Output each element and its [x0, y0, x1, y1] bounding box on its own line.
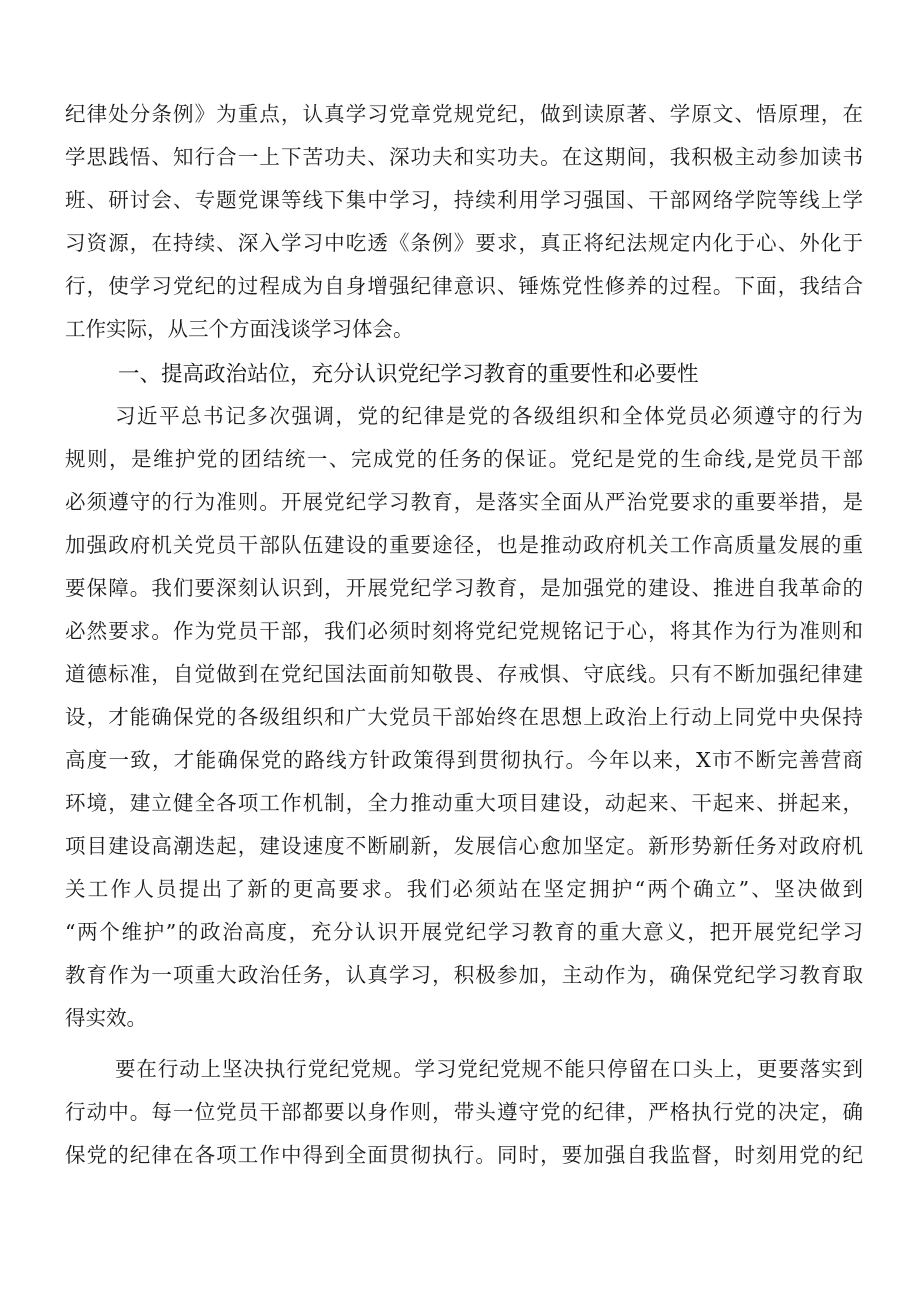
para1-line-7: 道德标准，自觉做到在党纪国法面前知敬畏、存戒惧、守底线。只有不断加强纪律建: [65, 662, 863, 686]
para1-line-5: 要保障。我们要深刻认识到，开展党纪学习教育，是加强党的建设、推进自我革命的: [65, 576, 863, 600]
intro-line-6: 工作实际，从三个方面浅谈学习体会。: [65, 317, 414, 341]
intro-line-1: 纪律处分条例》为重点，认真学习党章党规党纪，做到读原著、学原文、悟原理，在: [65, 102, 863, 126]
intro-line-2: 学思践悟、知行合一上下苦功夫、深功夫和实功夫。在这期间，我积极主动参加读书: [65, 145, 863, 169]
para2-line-1: 要在行动上坚决执行党纪党规。学习党纪党规不能只停留在口头上，更要落实到: [115, 1057, 863, 1081]
intro-line-5: 行，使学习党纪的过程成为自身增强纪律意识、锤炼党性修养的过程。下面，我结合: [65, 274, 863, 298]
para1-line-2: 规则，是维护党的团结统一、完成党的任务的保证。党纪是党的生命线,是党员干部: [65, 447, 863, 471]
para1-line-10: 环境，建立健全各项工作机制，全力推动重大项目建设，动起来、干起来、拼起来，: [65, 791, 863, 815]
para1-line-3: 必须遵守的行为准则。开展党纪学习教育，是落实全面从严治党要求的重要举措，是: [65, 490, 863, 514]
para1-line-11: 项目建设高潮迭起，建设速度不断刷新，发展信心愈加坚定。新形势新任务对政府机: [65, 834, 863, 858]
para1-line-1: 习近平总书记多次强调，党的纪律是党的各级组织和全体党员必须遵守的行为: [115, 404, 863, 428]
para1-line-4: 加强政府机关党员干部队伍建设的重要途径，也是推动政府机关工作高质量发展的重: [65, 533, 863, 557]
intro-line-3: 班、研讨会、专题党课等线下集中学习，持续利用学习强国、干部网络学院等线上学: [65, 188, 863, 212]
section-heading: 一、提高政治站位，充分认识党纪学习教育的重要性和必要性: [118, 362, 699, 387]
para1-line-14: 教育作为一项重大政治任务，认真学习，积极参加，主动作为，确保党纪学习教育取: [65, 963, 863, 987]
para1-line-12: 关工作人员提出了新的更高要求。我们必须站在坚定拥护“两个确立”、坚决做到: [65, 877, 863, 901]
para2-line-2: 行动中。每一位党员干部都要以身作则，带头遵守党的纪律，严格执行党的决定，确: [65, 1100, 863, 1124]
para1-line-8: 设，才能确保党的各级组织和广大党员干部始终在思想上政治上行动上同党中央保持: [65, 705, 863, 729]
para1-line-6: 必然要求。作为党员干部，我们必须时刻将党纪党规铭记于心，将其作为行为准则和: [65, 619, 863, 643]
para1-line-9: 高度一致，才能确保党的路线方针政策得到贯彻执行。今年以来，X市不断完善营商: [65, 748, 863, 772]
para2-line-3: 保党的纪律在各项工作中得到全面贯彻执行。同时，要加强自我监督，时刻用党的纪: [65, 1143, 863, 1167]
para1-line-13: “两个维护”的政治高度，充分认识开展党纪学习教育的重大意义，把开展党纪学习: [65, 920, 863, 944]
intro-line-4: 习资源，在持续、深入学习中吃透《条例》要求，真正将纪法规定内化于心、外化于: [65, 231, 863, 255]
para1-line-15: 得实效。: [65, 1006, 147, 1030]
